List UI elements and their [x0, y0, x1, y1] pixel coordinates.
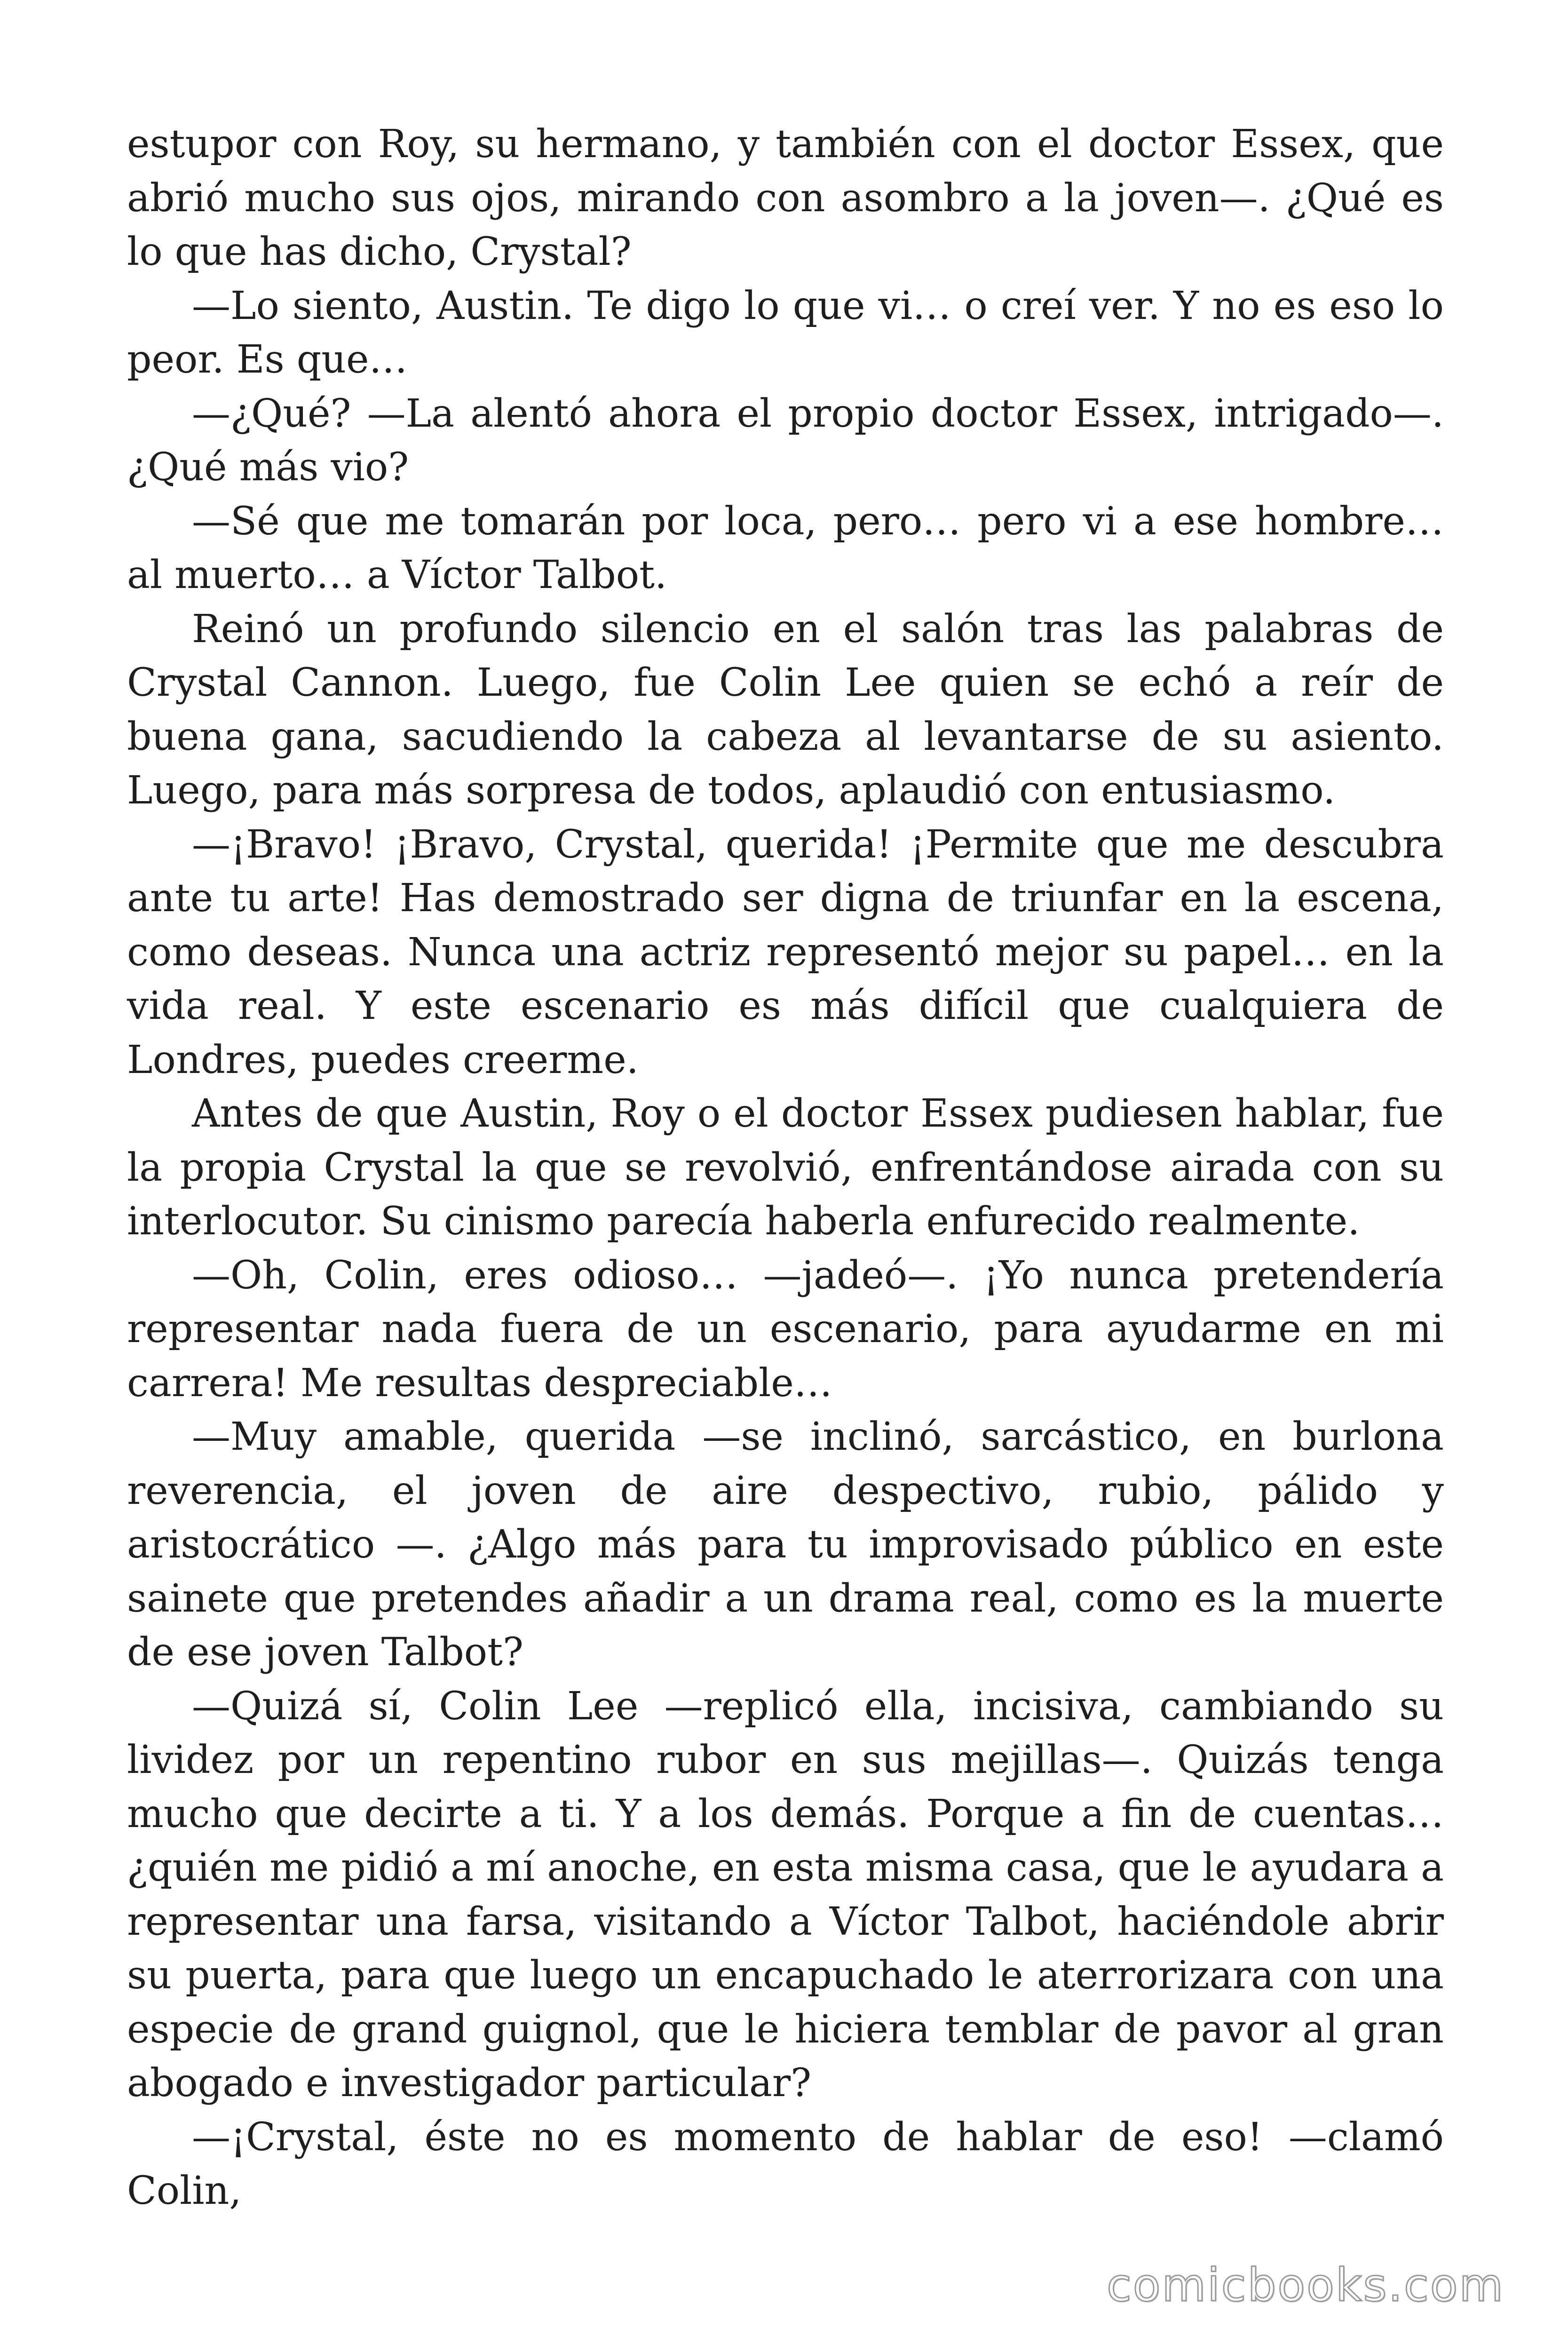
paragraph: —Lo siento, Austin. Te digo lo que vi… o creí ver. Y no es eso lo peor. Es que… [127, 283, 1444, 382]
paragraph: —¿Qué? —La alentó ahora el propio doctor Essex, intrigado—. ¿Qué más vio? [127, 391, 1444, 490]
paragraph: —¡Bravo! ¡Bravo, Crystal, querida! ¡Permite que me descubra ante tu arte! Has demostrado ser digna de triunfar en la escena, como deseas. Nunca una actriz representó mejor su papel… en la vida real. Y este escenario es más difícil que cualquiera de Londres, puedes creerme. [127, 822, 1444, 1082]
paragraph: estupor con Roy, su hermano, y también con el doctor Essex, que abrió mucho sus ojos, mirando con asombro a la joven—. ¿Qué es lo que has dicho, Crystal? [127, 122, 1444, 274]
paragraph: —Muy amable, querida —se inclinó, sarcástico, en burlona reverencia, el joven de aire despectivo, rubio, pálido y aristocrático —. ¿Algo más para tu improvisado público en este sainete que pretendes añadir a un drama real, como es la muerte de ese joven Talbot? [127, 1414, 1444, 1675]
paragraph: —Sé que me tomarán por loca, pero… pero vi a ese hombre… al muerto… a Víctor Talbot. [127, 499, 1444, 597]
paragraph: —Oh, Colin, eres odioso… —jadeó—. ¡Yo nunca pretendería representar nada fuera de un escenario, para ayudarme en mi carrera! Me resultas despreciable… [127, 1253, 1444, 1406]
book-page-text [127, 118, 1444, 2218]
watermark: comicbooks.com [1106, 2259, 1505, 2312]
paragraph: Antes de que Austin, Roy o el doctor Essex pudiesen hablar, fue la propia Crystal la que se revolvió, enfrentándose airada con su interlocutor. Su cinismo parecía haberla enfurecido realmente. [127, 1091, 1444, 1244]
paragraph: —¡Crystal, éste no es momento de hablar de eso! —clamó Colin, [127, 2114, 1444, 2213]
paragraph: —Quizá sí, Colin Lee —replicó ella, incisiva, cambiando su lividez por un repentino rubor en sus mejillas—. Quizás tenga mucho que decirte a ti. Y a los demás. Porque a fin de cuentas… ¿quién me pidió a mí anoche, en esta misma casa, que le ayudara a representar una farsa, visitando a Víctor Talbot, haciéndole abrir su puerta, para que luego un encapuchado le aterrorizara con una especie de grand guignol, que le hiciera temblar de pavor al gran abogado e investigador particular? [127, 1684, 1444, 2106]
paragraph: Reinó un profundo silencio en el salón tras las palabras de Crystal Cannon. Luego, fue Colin Lee quien se echó a reír de buena gana, sacudiendo la cabeza al levantarse de su asiento. Luego, para más sorpresa de todos, aplaudió con entusiasmo. [127, 606, 1444, 813]
